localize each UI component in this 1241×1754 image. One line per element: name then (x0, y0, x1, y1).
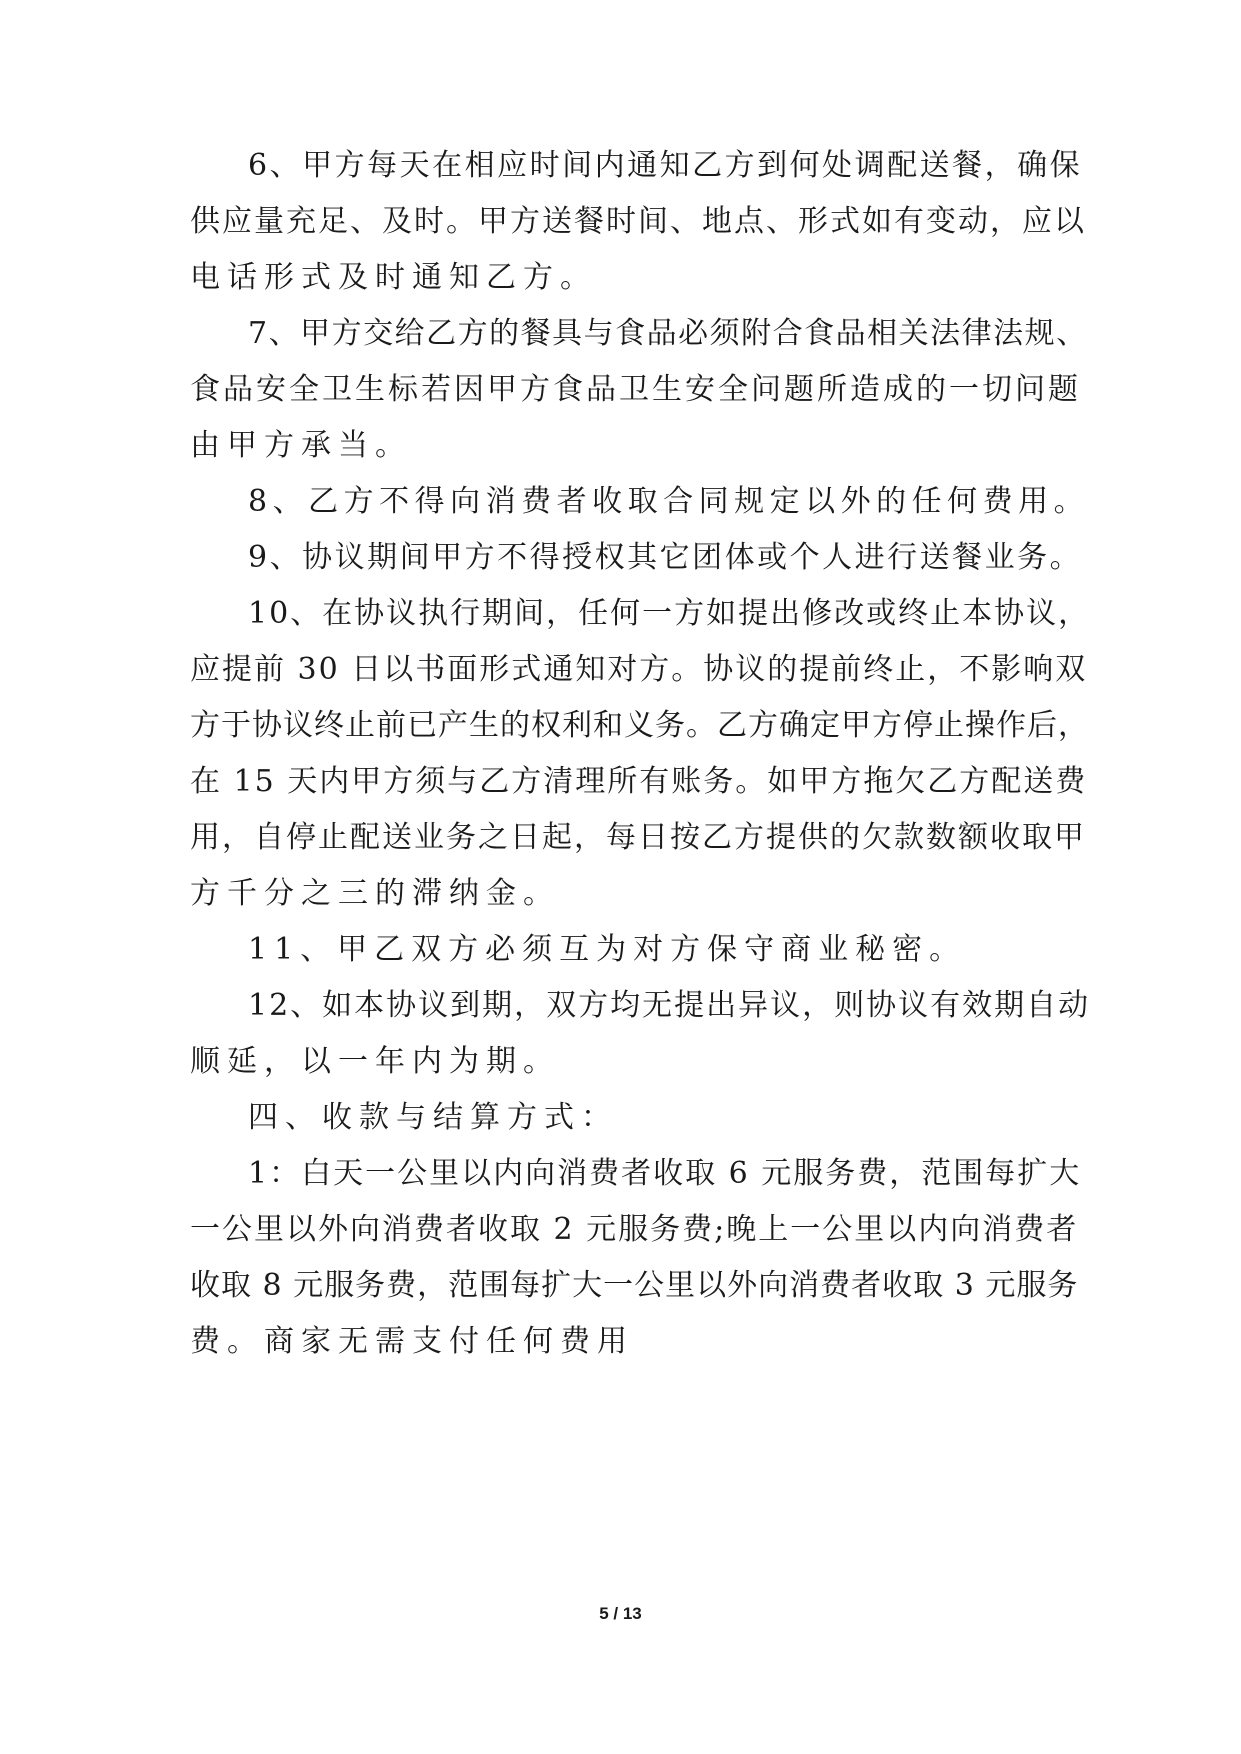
clause-7-line-3: 由甲方承当。 (190, 428, 412, 463)
clause-6-line-3: 电话形式及时通知乙方。 (190, 260, 597, 295)
section-4-heading: 四、收款与结算方式： (248, 1100, 618, 1135)
clause-11-line-1: 11、甲乙双方必须互为对方保守商业秘密。 (248, 932, 967, 967)
clause-10-line-3: 方于协议终止前已产生的权利和义务。乙方确定甲方停止操作后， (190, 708, 1089, 743)
payment-clause-1-line-2: 一公里以外向消费者收取 2 元服务费;晚上一公里以内向消费者 (190, 1212, 1079, 1247)
payment-clause-1-line-1: 1：白天一公里以内向消费者收取 6 元服务费，范围每扩大 (248, 1156, 1082, 1191)
clause-10-line-2: 应提前 30 日以书面形式通知对方。协议的提前终止，不影响双 (190, 652, 1088, 687)
clause-7-line-2: 食品安全卫生标若因甲方食品卫生安全问题所造成的一切问题 (190, 372, 1081, 407)
clause-10-line-5: 用，自停止配送业务之日起，每日按乙方提供的欠款数额收取甲 (190, 820, 1086, 855)
clause-8-line-1: 8、乙方不得向消费者收取合同规定以外的任何费用。 (248, 484, 1090, 519)
clause-6-line-2: 供应量充足、及时。甲方送餐时间、地点、形式如有变动，应以 (190, 204, 1086, 239)
clause-12-line-2: 顺延，以一年内为期。 (190, 1044, 560, 1079)
payment-clause-1-line-4: 费。商家无需支付任何费用 (190, 1324, 634, 1359)
payment-clause-1-line-3: 收取 8 元服务费，范围每扩大一公里以外向消费者收取 3 元服务 (190, 1268, 1079, 1303)
clause-10-line-4: 在 15 天内甲方须与乙方清理所有账务。如甲方拖欠乙方配送费 (190, 764, 1088, 799)
clause-7-line-1: 7、甲方交给乙方的餐具与食品必须附合食品相关法律法规、 (248, 316, 1088, 351)
clause-10-line-1: 10、在协议执行期间，任何一方如提出修改或终止本协议， (248, 596, 1091, 631)
clause-12-line-1: 12、如本协议到期，双方均无提出异议，则协议有效期自动 (248, 988, 1091, 1023)
clause-10-line-6: 方千分之三的滞纳金。 (190, 876, 560, 911)
clause-9-line-1: 9、协议期间甲方不得授权其它团体或个人进行送餐业务。 (248, 540, 1083, 575)
page-number: 5 / 13 (599, 1604, 642, 1623)
clause-6-line-1: 6、甲方每天在相应时间内通知乙方到何处调配送餐，确保 (248, 148, 1083, 183)
